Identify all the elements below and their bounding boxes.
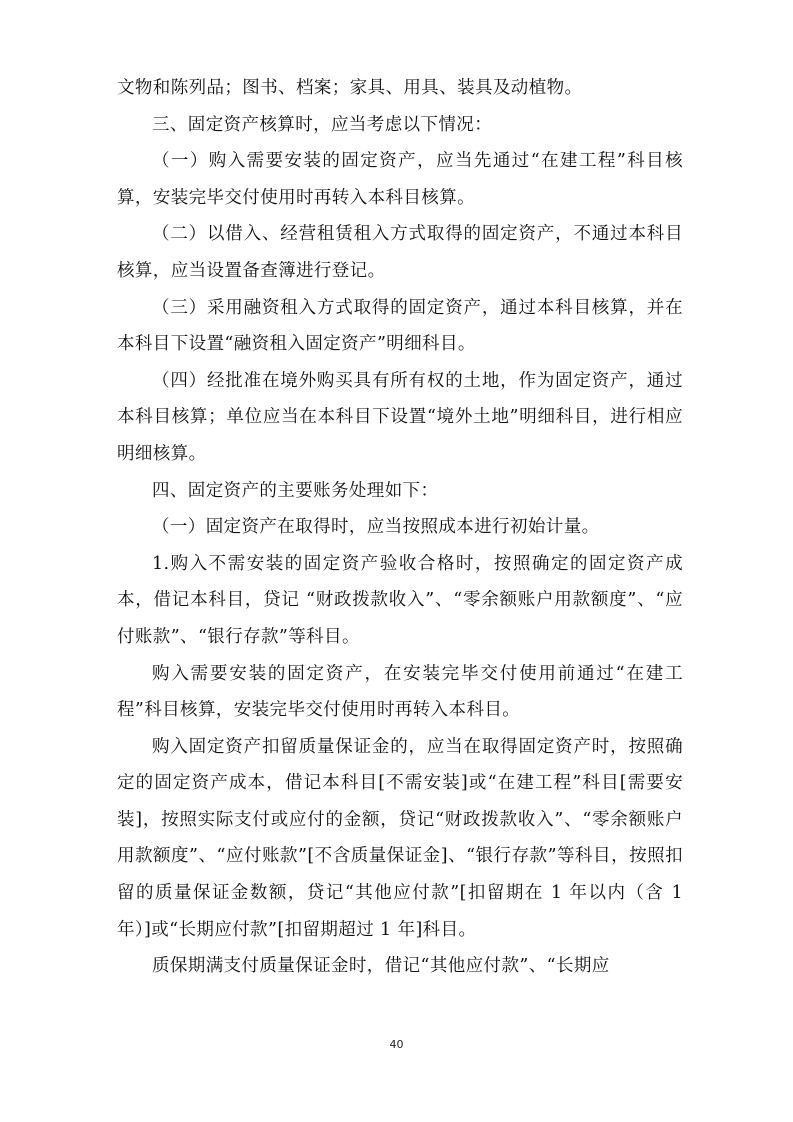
body-text: [117, 70, 683, 985]
paragraph: 购入固定资产扣留质量保证金的，应当在取得固定资产时，按照确定的固定资产成本，借记本科目[不需安装]或“在建工程”科目[需要安装]，按照实际支付或应付的金额，贷记“财政拨款收入”、“零余额账户用款额度”、“应付账款”[不含质量保证金]、“银行存款”等科目，按照扣留的质量保证金数额，贷记“其他应付款”[扣留期在 1 年以内（含 1 年）]或“长期应付款”[扣留期超过 1 年]科目。: [117, 736, 683, 940]
paragraph: 购入需要安装的固定资产，在安装完毕交付使用前通过“在建工程”科目核算，安装完毕交付使用时再转入本科目。: [117, 663, 683, 721]
page-number: 40: [389, 1038, 404, 1051]
paragraph: （四）经批准在境外购买具有所有权的土地，作为固定资产，通过本科目核算；单位应当在本科目下设置“境外土地”明细科目，进行相应明细核算。: [117, 370, 683, 464]
paragraph: 质保期满支付质量保证金时，借记“其他应付款”、“长期应: [152, 956, 610, 977]
paragraph: 1.购入不需安装的固定资产验收合格时，按照确定的固定资产成本，借记本科目，贷记 “财政拨款收入”、“零余额账户用款额度”、“应付账款”、“银行存款”等科目。: [117, 553, 683, 647]
paragraph: 三、固定资产核算时，应当考虑以下情况：: [152, 114, 493, 135]
paragraph: 四、固定资产的主要账务处理如下：: [152, 480, 439, 501]
paragraph: （二）以借入、经营租赁租入方式取得的固定资产，不通过本科目核算，应当设置备查簿进行登记。: [117, 224, 683, 281]
paragraph: 文物和陈列品；图书、档案；家具、用具、装具及动植物。: [117, 78, 583, 98]
paragraph: （一）购入需要安装的固定资产，应当先通过“在建工程”科目核算，安装完毕交付使用时再转入本科目核算。: [117, 151, 683, 208]
paragraph: （一）固定资产在取得时，应当按照成本进行初始计量。: [152, 517, 600, 538]
paragraph: （三）采用融资租入方式取得的固定资产，通过本科目核算，并在本科目下设置“融资租入固定资产”明细科目。: [117, 297, 683, 355]
